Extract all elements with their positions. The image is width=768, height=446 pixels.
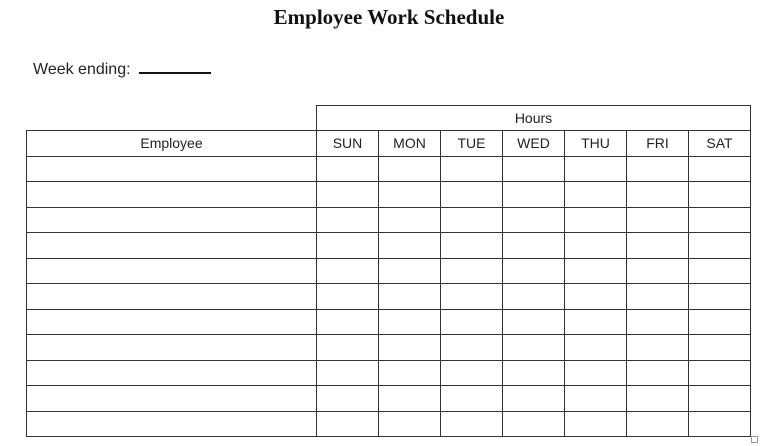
hours-cell-mon[interactable]: [379, 335, 441, 361]
hours-cell-mon[interactable]: [379, 156, 441, 182]
hours-cell-sun[interactable]: [317, 386, 379, 412]
empty-corner: [27, 106, 317, 131]
hours-cell-wed[interactable]: [503, 386, 565, 412]
day-header-sun: SUN: [317, 131, 379, 157]
hours-cell-sat[interactable]: [689, 156, 751, 182]
hours-cell-sat[interactable]: [689, 233, 751, 259]
hours-cell-thu[interactable]: [565, 207, 627, 233]
hours-group-header: Hours: [317, 106, 751, 131]
schedule-body: [27, 156, 751, 437]
table-resize-handle[interactable]: [751, 436, 758, 443]
hours-cell-sun[interactable]: [317, 411, 379, 437]
hours-cell-mon[interactable]: [379, 386, 441, 412]
table-row: [27, 386, 751, 412]
hours-cell-mon[interactable]: [379, 411, 441, 437]
table-row: [27, 156, 751, 182]
hours-cell-mon[interactable]: [379, 360, 441, 386]
hours-cell-sun[interactable]: [317, 258, 379, 284]
employee-cell[interactable]: [27, 309, 317, 335]
hours-cell-wed[interactable]: [503, 360, 565, 386]
hours-cell-wed[interactable]: [503, 411, 565, 437]
hours-cell-sat[interactable]: [689, 207, 751, 233]
hours-cell-thu[interactable]: [565, 309, 627, 335]
employee-cell[interactable]: [27, 386, 317, 412]
hours-cell-tue[interactable]: [441, 335, 503, 361]
hours-cell-thu[interactable]: [565, 182, 627, 208]
hours-cell-sat[interactable]: [689, 182, 751, 208]
hours-cell-fri[interactable]: [627, 207, 689, 233]
hours-cell-thu[interactable]: [565, 233, 627, 259]
day-header-fri: FRI: [627, 131, 689, 157]
hours-cell-wed[interactable]: [503, 309, 565, 335]
hours-header-row: [27, 106, 751, 131]
schedule-table: [26, 105, 751, 437]
hours-cell-wed[interactable]: [503, 258, 565, 284]
hours-cell-fri[interactable]: [627, 360, 689, 386]
hours-cell-tue[interactable]: [441, 182, 503, 208]
hours-cell-wed[interactable]: [503, 335, 565, 361]
table-row: [27, 411, 751, 437]
employee-cell[interactable]: [27, 258, 317, 284]
employee-cell[interactable]: [27, 233, 317, 259]
employee-column-header: Employee: [27, 131, 317, 157]
hours-cell-sun[interactable]: [317, 284, 379, 310]
week-ending-label: Week ending:: [33, 61, 131, 78]
employee-cell[interactable]: [27, 207, 317, 233]
hours-cell-sat[interactable]: [689, 284, 751, 310]
day-header-wed: WED: [503, 131, 565, 157]
hours-cell-sat[interactable]: [689, 411, 751, 437]
hours-cell-mon[interactable]: [379, 284, 441, 310]
document-title: Employee Work Schedule: [273, 5, 505, 29]
table-row: [27, 309, 751, 335]
hours-cell-sat[interactable]: [689, 258, 751, 284]
hours-cell-tue[interactable]: [441, 258, 503, 284]
hours-cell-fri[interactable]: [627, 335, 689, 361]
hours-cell-tue[interactable]: [441, 284, 503, 310]
hours-cell-fri[interactable]: [627, 258, 689, 284]
hours-cell-mon[interactable]: [379, 182, 441, 208]
employee-cell[interactable]: [27, 360, 317, 386]
hours-cell-tue[interactable]: [441, 207, 503, 233]
hours-cell-fri[interactable]: [627, 309, 689, 335]
hours-cell-thu[interactable]: [565, 284, 627, 310]
day-header-tue: TUE: [441, 131, 503, 157]
hours-cell-sat[interactable]: [689, 386, 751, 412]
hours-cell-sun[interactable]: [317, 156, 379, 182]
hours-cell-thu[interactable]: [565, 335, 627, 361]
hours-cell-tue[interactable]: [441, 309, 503, 335]
hours-cell-mon[interactable]: [379, 258, 441, 284]
hours-cell-tue[interactable]: [441, 156, 503, 182]
employee-cell[interactable]: [27, 156, 317, 182]
hours-cell-thu[interactable]: [565, 156, 627, 182]
employee-cell[interactable]: [27, 411, 317, 437]
hours-cell-thu[interactable]: [565, 258, 627, 284]
week-ending-blank[interactable]: [139, 58, 211, 74]
hours-cell-mon[interactable]: [379, 233, 441, 259]
hours-cell-thu[interactable]: [565, 360, 627, 386]
hours-cell-tue[interactable]: [441, 360, 503, 386]
hours-cell-tue[interactable]: [441, 411, 503, 437]
hours-cell-fri[interactable]: [627, 386, 689, 412]
table-row: [27, 360, 751, 386]
hours-cell-wed[interactable]: [503, 182, 565, 208]
hours-cell-thu[interactable]: [565, 386, 627, 412]
hours-cell-sat[interactable]: [689, 309, 751, 335]
hours-cell-fri[interactable]: [627, 233, 689, 259]
hours-cell-sun[interactable]: [317, 335, 379, 361]
day-header-mon: MON: [379, 131, 441, 157]
hours-cell-sun[interactable]: [317, 207, 379, 233]
employee-cell[interactable]: [27, 335, 317, 361]
day-header-thu: THU: [565, 131, 627, 157]
hours-cell-sat[interactable]: [689, 360, 751, 386]
table-row: [27, 207, 751, 233]
table-row: [27, 258, 751, 284]
hours-cell-wed[interactable]: [503, 284, 565, 310]
table-row: [27, 233, 751, 259]
hours-cell-sat[interactable]: [689, 335, 751, 361]
hours-cell-fri[interactable]: [627, 411, 689, 437]
hours-cell-mon[interactable]: [379, 309, 441, 335]
hours-cell-tue[interactable]: [441, 386, 503, 412]
column-header-row: [27, 131, 751, 157]
hours-cell-fri[interactable]: [627, 156, 689, 182]
table-row: [27, 182, 751, 208]
hours-cell-mon[interactable]: [379, 207, 441, 233]
hours-cell-sun[interactable]: [317, 182, 379, 208]
hours-cell-tue[interactable]: [441, 233, 503, 259]
hours-cell-fri[interactable]: [627, 182, 689, 208]
week-ending-line: [33, 58, 211, 79]
day-header-sat: SAT: [689, 131, 751, 157]
hours-cell-fri[interactable]: [627, 284, 689, 310]
hours-cell-thu[interactable]: [565, 411, 627, 437]
hours-cell-sun[interactable]: [317, 309, 379, 335]
table-row: [27, 335, 751, 361]
hours-cell-sun[interactable]: [317, 360, 379, 386]
hours-cell-sun[interactable]: [317, 233, 379, 259]
hours-cell-wed[interactable]: [503, 207, 565, 233]
hours-cell-wed[interactable]: [503, 233, 565, 259]
hours-cell-wed[interactable]: [503, 156, 565, 182]
employee-cell[interactable]: [27, 284, 317, 310]
table-row: [27, 284, 751, 310]
employee-cell[interactable]: [27, 182, 317, 208]
